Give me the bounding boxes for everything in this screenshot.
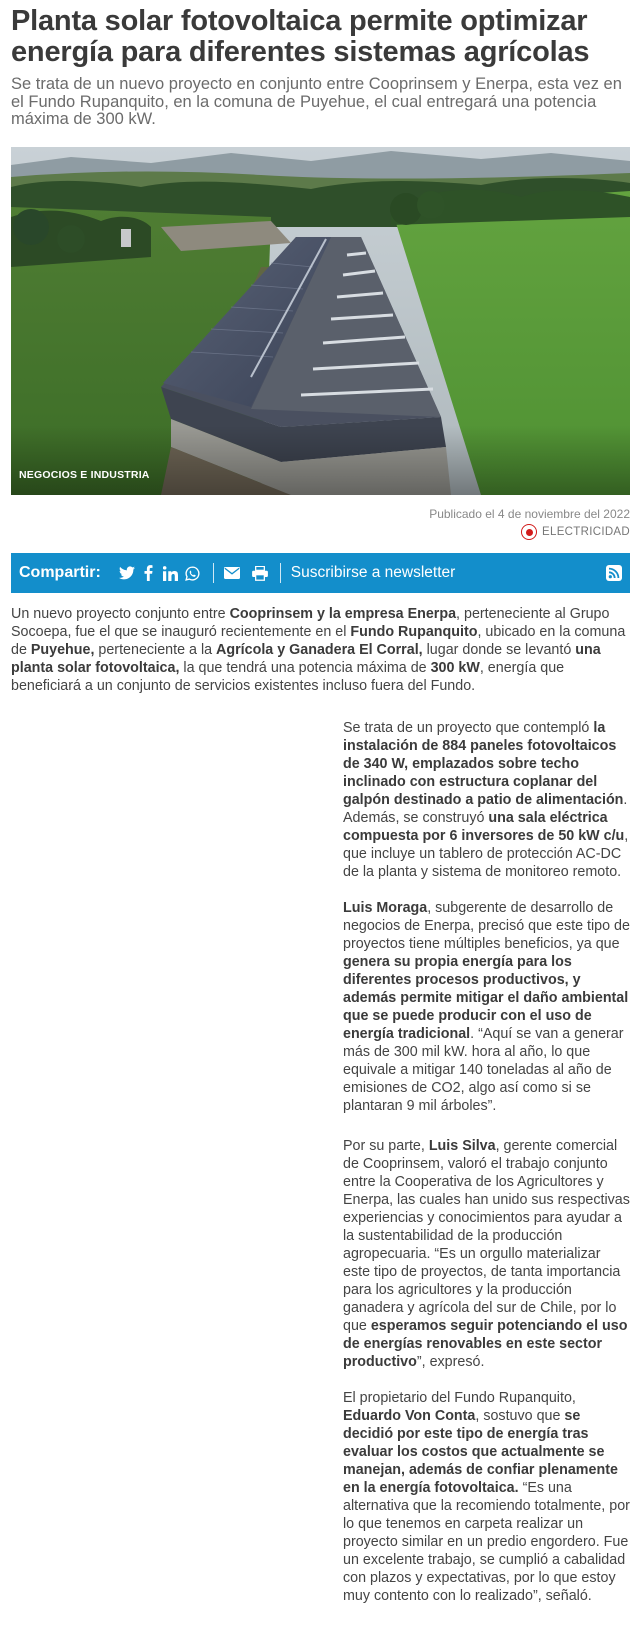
share-label: Compartir: <box>19 564 101 581</box>
email-icon[interactable] <box>222 563 242 583</box>
twitter-icon[interactable] <box>117 563 137 583</box>
article-lead: Se trata de un nuevo proyecto en conjunto entre Cooprinsem y Enerpa, esta vez en el Fundo Rupanquito, en la comuna de Puyehue, el cual entregará una potencia máxima de 300 kW. <box>11 75 622 128</box>
body-paragraph: Por su parte, Luis Silva, gerente comercial de Cooprinsem, valoró el trabajo conjunto entre la Cooperativa de los Agricultores y Enerpa, las cuales han unido sus respectivas experiencias y conocimientos para ayudar a la sustentabilidad de la producción agropecuaria. “Es un orgullo materializar este tipo de proyectos, de tanta importancia para los agricultores y la producción ganadera y agrícola del sur de Chile, por lo que esperamos seguir potenciando el uso de energías renovables en este sector productivo”, expresó. <box>343 1138 630 1370</box>
linkedin-icon[interactable] <box>161 563 181 583</box>
category-label[interactable] <box>521 524 630 540</box>
share-divider <box>213 563 214 583</box>
facebook-icon[interactable] <box>139 563 159 583</box>
share-divider <box>280 563 281 583</box>
body-paragraph: El propietario del Fundo Rupanquito, Eduardo Von Conta, sostuvo que se decidió por este tipo de energía tras evaluar los costos que actualmente se manejan, además de confiar plenamente en la energía fotovoltaica. “Es una alternativa que la recomiendo totalmente, por lo que tenemos en carpeta realizar un proyecto similar en un predio engordero. Fue un excelente trabajo, se cumplió a cabalidad con plazos y expectativas, por lo que estoy muy contento con lo realizado”, señaló. <box>343 1390 630 1604</box>
article-title: Planta solar fotovoltaica permite optimizar energía para diferentes sistemas agrícolas <box>11 5 590 68</box>
hero-image <box>11 147 630 495</box>
share-bar <box>11 553 630 593</box>
whatsapp-icon[interactable] <box>183 563 203 583</box>
body-paragraph: Se trata de un proyecto que contempló la instalación de 884 paneles fotovoltaicos de 340 W, emplazados sobre techo inclinado con estructura coplanar del galpón destinado a patio de alimentación. Además, se construyó una sala eléctrica compuesta por 6 inversores de 50 kW c/u, que incluye un tablero de protección AC-DC de la planta y sistema de monitoreo remoto. <box>343 720 629 880</box>
rss-icon[interactable] <box>606 565 622 581</box>
image-category-tag: NEGOCIOS E INDUSTRIA <box>19 469 150 481</box>
newsletter-link[interactable]: Suscribirse a newsletter <box>290 564 456 581</box>
electricity-icon <box>521 524 537 540</box>
intro-paragraph: Un nuevo proyecto conjunto entre Cooprinsem y la empresa Enerpa, perteneciente al Grupo Socoepa, fue el que se inauguró recientemente en el Fundo Rupanquito, ubicado en la comuna de Puyehue, perteneciente a la Agrícola y Ganadera El Corral, lugar donde se levantó una planta solar fotovoltaica, la que tendrá una potencia máxima de 300 kW, energía que beneficiará a un conjunto de servicios existentes incluso fuera del Fundo. <box>11 606 626 694</box>
solar-plant-photo <box>11 147 630 495</box>
category-text: ELECTRICIDAD <box>542 526 630 538</box>
publish-date: Publicado el 4 de noviembre del 2022 <box>429 507 630 521</box>
print-icon[interactable] <box>250 563 270 583</box>
body-paragraph: Luis Moraga, subgerente de desarrollo de negocios de Enerpa, precisó que este tipo de proyectos tiene múltiples beneficios, ya que genera su propia energía para los diferentes procesos productivos, y además permite mitigar el daño ambiental que se puede producir con el uso de energía tradicional. “Aquí se van a generar más de 300 mil kW. hora al año, lo que equivale a mitigar 140 toneladas al año de emisiones de CO2, algo así como si se plantaran 9 mil árboles”. <box>343 900 630 1114</box>
